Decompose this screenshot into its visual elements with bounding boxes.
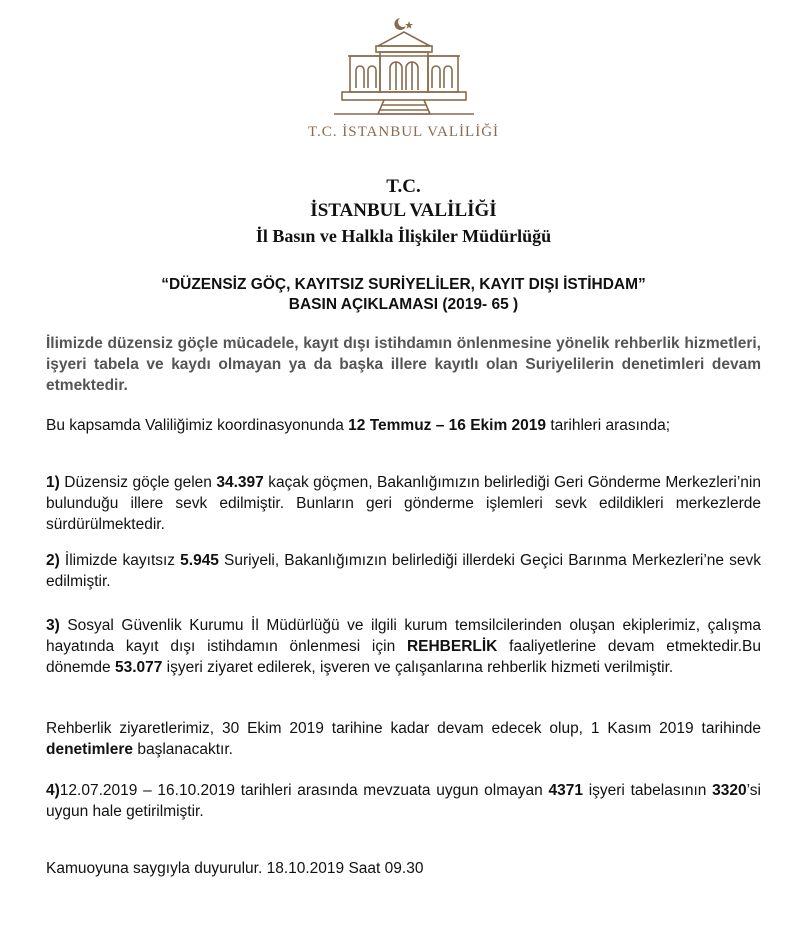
item-4-paragraph: 4)12.07.2019 – 16.10.2019 tarihleri arasında mevzuata uygun olmayan 4371 işyeri tabelasının 3320’si uygun hale getirilmiştir.	[46, 782, 761, 820]
header-tc: T.C.	[386, 176, 421, 197]
logo-caption: T.C. İSTANBUL VALİLİĞİ	[307, 124, 500, 140]
header-governorship: İSTANBUL VALİLİĞİ	[310, 200, 497, 221]
item-3-paragraph: 3) Sosyal Güvenlik Kurumu İl Müdürlüğü ve ilgili kurum temsilcilerinden oluşan ekiplerimiz, çalışma hayatında kayıt dışı istihdamın önlenmesi için REHBERLİK faaliyetlerine devam etmektedir.Bu dönemde 53.077 işyeri ziyaret edilerek, işveren ve çalışanlarına rehberlik hizmeti verilmiştir.	[46, 617, 761, 676]
intro-paragraph: İlimizde düzensiz göçle mücadele, kayıt dışı istihdamın önlenmesine yönelik rehberlik hizmetleri, işyeri tabela ve kaydı olmayan ya da başka illere kayıtlı olan Suriyelilerin denetimleri devam etmektedir.	[46, 335, 761, 394]
press-release-number: BASIN AÇIKLAMASI (2019- 65 )	[288, 296, 519, 313]
workplace-count: 53.077	[114, 659, 163, 676]
item-2-paragraph: 2) İlimizde kayıtsız 5.945 Suriyeli, Bakanlığımızın belirlediği illerdeki Geçici Barınma Merkezleri’ne sevk edilmiştir.	[46, 552, 761, 590]
item-number: 4)	[46, 782, 60, 799]
inspection-paragraph: Rehberlik ziyaretlerimiz, 30 Ekim 2019 tarihine kadar devam edecek olup, 1 Kasım 2019 tarihinde denetimlere başlanacaktır.	[46, 720, 761, 758]
fixed-signboard-count: 3320	[712, 782, 747, 799]
item-1-paragraph: 1) Düzensiz göçle gelen 34.397 kaçak göçmen, Bakanlığımızın belirlediği Geri Gönderme Merkezleri’nin bulunduğu illere sevk edilmiştir. Bunların geri gönderme işlemleri sevk edildikleri merkezlerde sürdürülmektedir.	[46, 474, 761, 533]
scope-paragraph: Bu kapsamda Valiliğimiz koordinasyonunda 12 Temmuz – 16 Ekim 2019 tarihleri arasında;	[46, 417, 671, 434]
header-department: İl Basın ve Halkla İlişkiler Müdürlüğü	[255, 226, 552, 246]
item-number: 2)	[46, 552, 60, 569]
guidance-keyword: REHBERLİK	[406, 638, 498, 655]
building-emblem-icon	[314, 10, 494, 122]
governorship-logo	[0, 10, 807, 141]
syrian-count: 5.945	[180, 552, 219, 569]
signboard-count: 4371	[548, 782, 583, 799]
item-number: 3)	[46, 617, 60, 634]
migrant-count: 34.397	[216, 474, 264, 491]
press-release-title: “DÜZENSİZ GÖÇ, KAYITSIZ SURİYELİLER, KAYIT DIŞI İSTİHDAM”	[161, 276, 646, 293]
inspections-keyword: denetimlere	[46, 741, 134, 758]
item-number: 1)	[46, 474, 60, 491]
date-range: 12 Temmuz – 16 Ekim 2019	[348, 417, 547, 434]
closing-line: Kamuoyuna saygıyla duyurulur. 18.10.2019 Saat 09.30	[46, 860, 424, 877]
